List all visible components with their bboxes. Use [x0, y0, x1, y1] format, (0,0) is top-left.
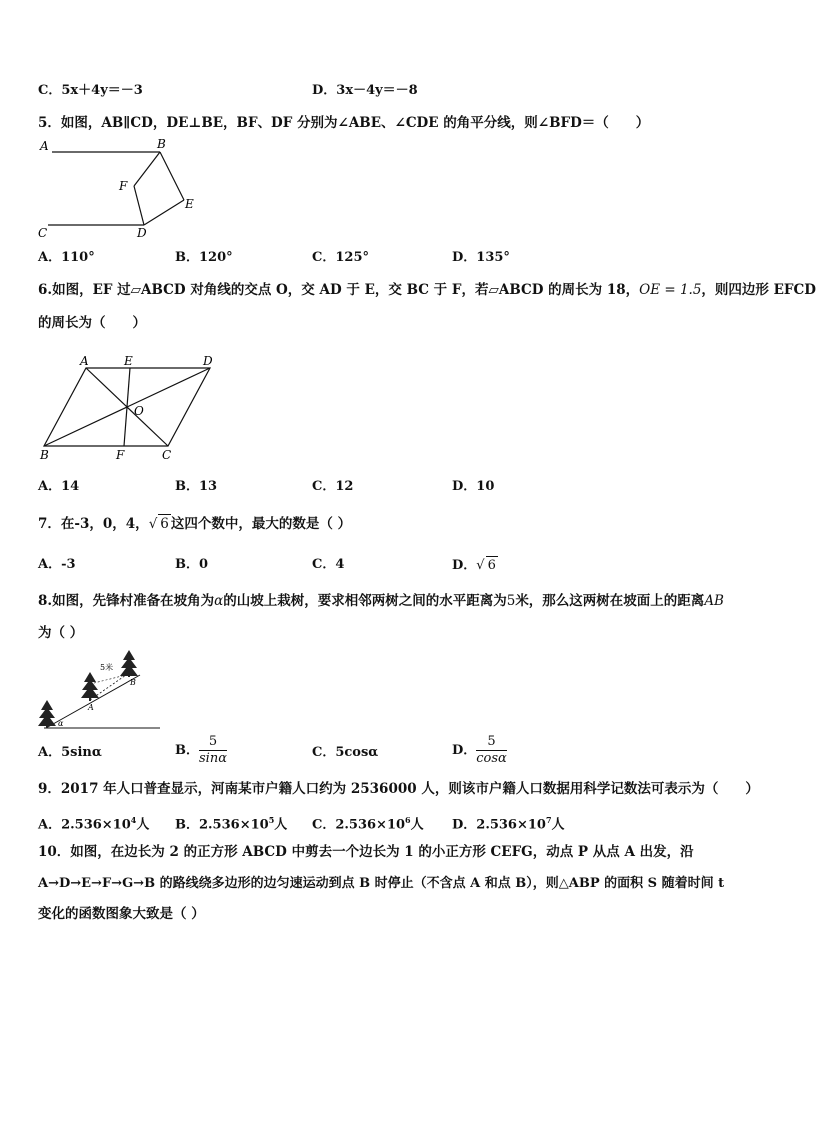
q8-option-b-den: sinα [199, 751, 227, 766]
q6-option-c: C．12 [312, 479, 354, 494]
q5-label-e: E [185, 197, 194, 211]
q5-label-f: F [119, 179, 128, 193]
q5-option-a: A．110° [38, 250, 95, 265]
q6-stem-line1 [38, 281, 816, 299]
q7-stem: 7．在-3，0，4，√ 6 这四个数中，最大的数是（ ） [38, 516, 352, 532]
q8-option-b-prefix: B． [175, 743, 199, 758]
q6-stem-line2: 的周长为（ ） [38, 315, 146, 331]
q7-option-d: D．√ 6 [452, 558, 496, 573]
q9-option-c-base: C．2.536×10 [312, 817, 406, 833]
q6-label-d: D [203, 354, 213, 368]
q5-figure [30, 134, 210, 242]
q8-option-d-fraction [476, 734, 507, 767]
q9-option-d [452, 811, 565, 834]
tree-icon [38, 700, 56, 728]
q9-option-c-exp: 6 [405, 815, 411, 825]
q8-stem-line1 [38, 592, 724, 610]
q7-option-d-prefix: D． [452, 558, 477, 573]
q5-option-d: D．135° [452, 250, 510, 265]
q8-option-b-fraction [199, 734, 227, 767]
q8-option-b [175, 734, 227, 767]
q8-figure-distance: 5米 [100, 663, 114, 672]
q9-option-a-unit: 人 [136, 817, 150, 833]
q5-label-b: B [157, 137, 166, 151]
q7-option-b: B．0 [175, 557, 209, 572]
q8-figure-label-b: B [130, 678, 136, 687]
q5-option-b: B．120° [175, 250, 233, 265]
q8-stem-start: 8.如图，先锋村准备在坡角为 [38, 593, 215, 609]
q8-option-b-num: 5 [199, 734, 227, 751]
q6-label-a: A [80, 354, 89, 368]
q6-figure [36, 352, 226, 464]
q8-option-d-num: 5 [476, 734, 507, 751]
q5-label-a: A [40, 139, 49, 153]
q8-ab: AB [704, 593, 724, 609]
q10-line2: A→D→E→F→G→B 的路线绕多边形的边匀速运动到点 B 时停止（不含点 A 和点 B），则△ABP 的面积 S 随着时间 t [38, 876, 725, 891]
q9-option-c-unit: 人 [410, 817, 424, 833]
q9-option-b-exp: 5 [268, 815, 275, 825]
q9-option-c [312, 811, 424, 834]
q10-line3: 变化的函数图象大致是（ ） [38, 906, 205, 922]
q7-option-a: A．-3 [38, 557, 76, 572]
q9-option-b-base: B．2.536×10 [175, 817, 269, 833]
q8-option-c: C．5cosα [312, 745, 379, 760]
q8-option-a: A．5sinα [38, 745, 102, 760]
q7-option-c: C．4 [312, 557, 345, 572]
q6-oe-value: OE = 1.5 [639, 282, 702, 298]
tree-icon [120, 650, 138, 677]
q5-option-c: C．125° [312, 250, 369, 265]
q8-stem-line2: 为（ ） [38, 625, 84, 641]
q9-option-b [175, 811, 287, 834]
q9-option-d-base: D．2.536×10 [452, 817, 546, 833]
q8-figure-alpha: α [58, 719, 64, 728]
q8-option-d [452, 734, 507, 767]
q5-label-d: D [137, 226, 147, 240]
q5-label-c: C [38, 226, 48, 240]
q7-option-d-radicand: 6 [487, 558, 496, 573]
q8-option-d-prefix: D． [452, 743, 477, 758]
q9-stem: 9．2017 年人口普查显示，河南某市户籍人口约为 2536000 人，则该市户籍人口数据用科学记数法可表示为（ ） [38, 781, 759, 797]
q8-option-d-den: cosα [476, 751, 507, 766]
q8-figure [34, 648, 166, 734]
q9-option-a-exp: 4 [130, 815, 137, 825]
q5-stem: 5．如图，AB∥CD，DE⊥BE，BF、DF 分别为∠ABE、∠CDE 的角平分线，则∠BFD＝（ ） [38, 115, 650, 131]
tree-icon [81, 672, 99, 701]
q8-five: 5 [506, 593, 516, 609]
q10-line1: 10．如图，在边长为 2 的正方形 ABCD 中剪去一个边长为 1 的小正方形 CEFG，动点 P 从点 A 出发，沿 [38, 844, 694, 860]
q4-option-d: D．3x－4y＝－8 [312, 83, 418, 98]
q9-option-a-base: A．2.536×10 [38, 817, 131, 833]
q8-alpha: α [214, 593, 224, 609]
q8-stem-end: 米，那么这两树在坡面上的距离 [515, 593, 705, 609]
q6-stem-text: 6.如图，EF 过▱ABCD 对角线的交点 O，交 AD 于 E，交 BC 于 F，若▱ABCD 的周长为 18， [38, 282, 640, 298]
q4-option-c: C．5x＋4y＝－3 [38, 83, 143, 98]
q6-label-o: O [134, 404, 144, 418]
q8-stem-mid: 的山坡上栽树，要求相邻两树之间的水平距离为 [223, 593, 507, 609]
q9-option-b-unit: 人 [274, 817, 288, 833]
q7-stem-start: 7．在-3，0，4， [38, 516, 149, 532]
q6-label-f: F [116, 448, 125, 462]
q6-label-c: C [162, 448, 172, 462]
q9-option-a [38, 811, 149, 834]
q9-option-d-exp: 7 [545, 815, 552, 825]
q7-radicand: 6 [160, 516, 169, 532]
q6-option-a: A．14 [38, 479, 80, 494]
q6-option-d: D．10 [452, 479, 495, 494]
q6-label-e: E [124, 354, 133, 368]
q6-label-b: B [40, 448, 49, 462]
q7-stem-end: 这四个数中，最大的数是（ ） [170, 516, 352, 532]
q9-option-d-unit: 人 [551, 817, 565, 833]
q6-option-b: B．13 [175, 479, 218, 494]
q6-stem-end: ，则四边形 EFCD [701, 282, 816, 298]
q8-figure-label-a: A [88, 703, 94, 712]
